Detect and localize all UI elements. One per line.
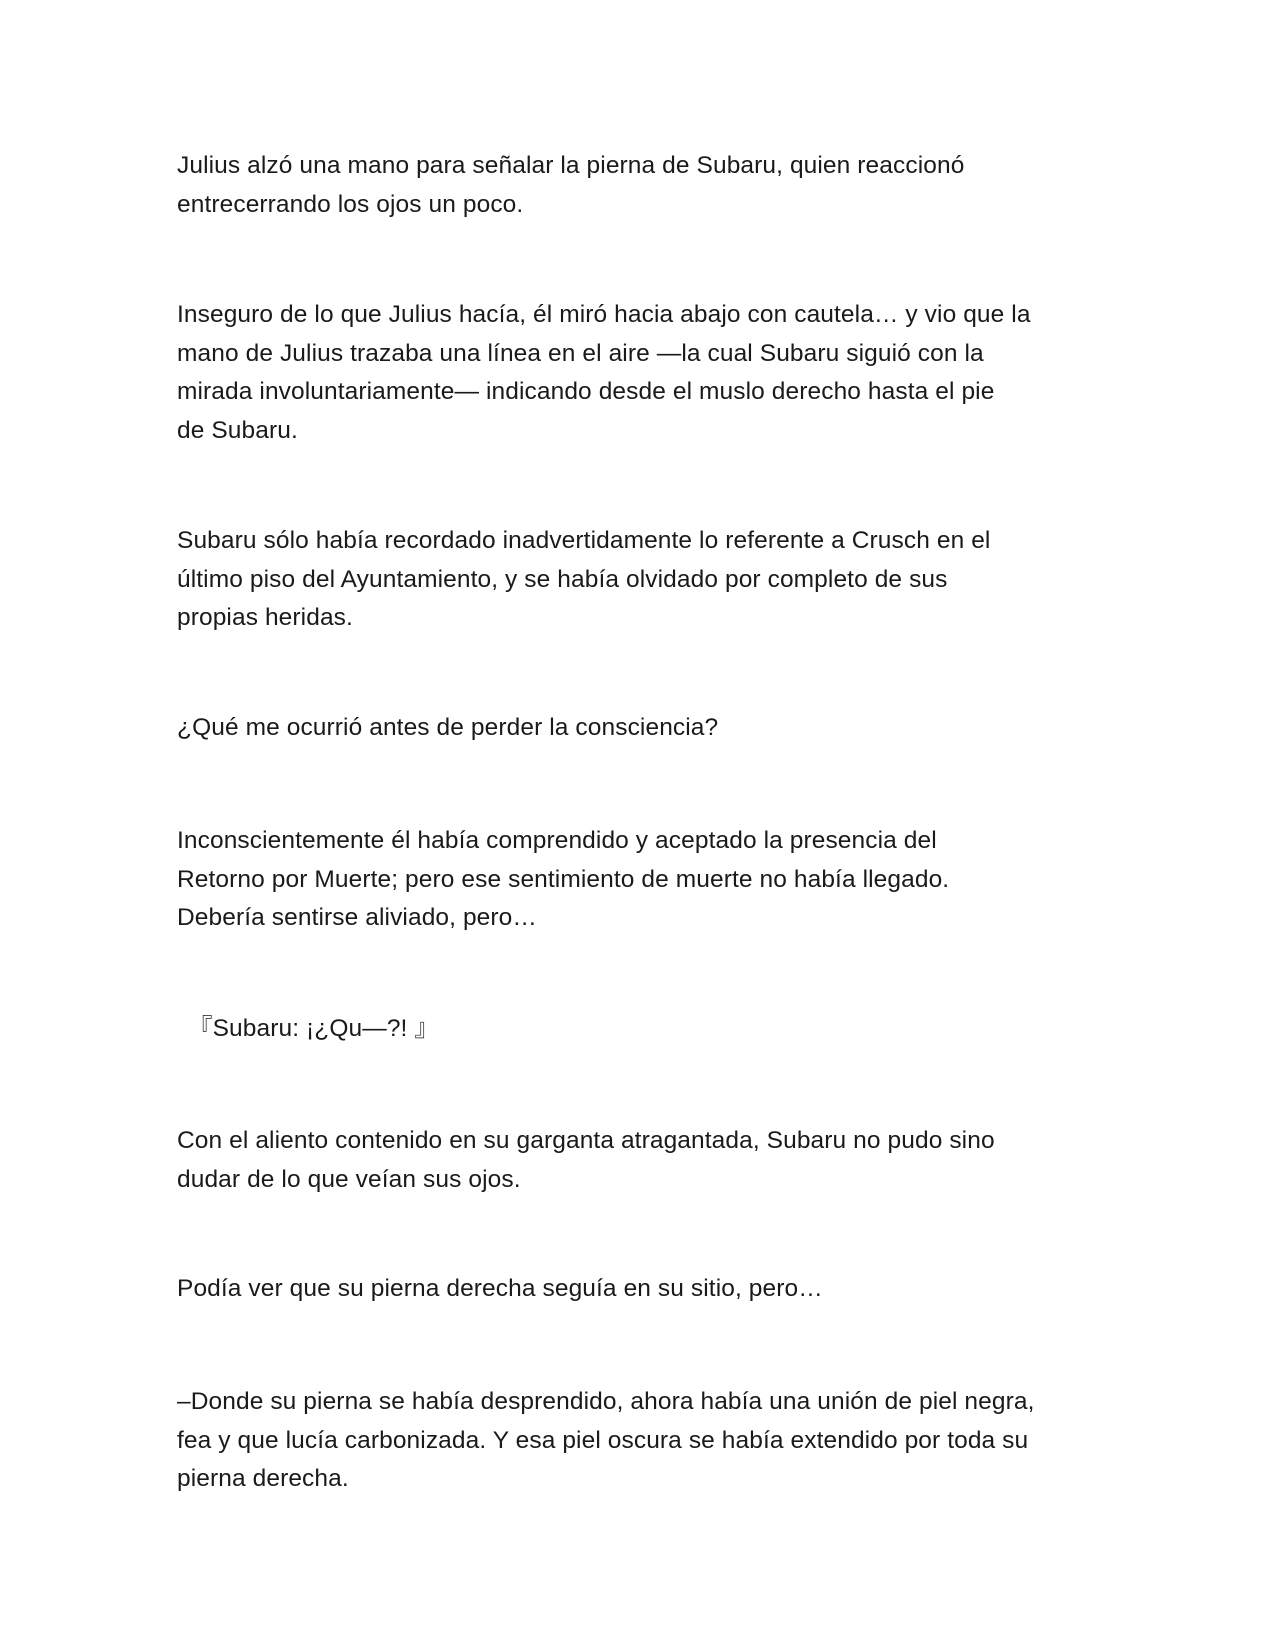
paragraph-line: mano de Julius trazaba una línea en el aire —la cual Subaru siguió con la	[177, 339, 984, 367]
paragraph-line: Con el aliento contenido en su garganta atragantada, Subaru no pudo sino	[177, 1127, 995, 1154]
paragraph-line: Inconscientemente él había comprendido y aceptado la presencia del	[177, 827, 937, 854]
paragraph-9	[177, 1383, 1112, 1499]
paragraph-line: dudar de lo que veían sus ojos.	[177, 1165, 521, 1193]
paragraph-5	[177, 822, 1112, 938]
paragraph-line: propias heridas.	[177, 604, 353, 631]
paragraph-line: último piso del Ayuntamiento, y se había olvidado por completo de sus	[177, 565, 948, 593]
paragraph-line: fea y que lucía carbonizada. Y esa piel oscura se había extendido por toda su	[177, 1426, 1029, 1454]
paragraph-line: Debería sentirse aliviado, pero…	[177, 904, 537, 931]
paragraph-line: ¿Qué me ocurrió antes de perder la consciencia?	[177, 714, 719, 741]
paragraph-8	[177, 1270, 1112, 1309]
paragraph-line: pierna derecha.	[177, 1465, 349, 1492]
paragraph-line: de Subaru.	[177, 416, 298, 444]
paragraph-line: entrecerrando los ojos un poco.	[177, 190, 524, 218]
paragraph-7	[177, 1122, 1112, 1199]
paragraph-line: 『Subaru: ¡¿Qu—?! 』	[188, 1015, 439, 1042]
paragraph-line: mirada involuntariamente— indicando desde el muslo derecho hasta el pie	[177, 378, 995, 405]
paragraph-line: Podía ver que su pierna derecha seguía en su sitio, pero…	[177, 1275, 823, 1302]
dialogue-line	[188, 1010, 1123, 1049]
paragraph-line: Retorno por Muerte; pero ese sentimiento de muerte no había llegado.	[177, 865, 950, 893]
paragraph-line: Inseguro de lo que Julius hacía, él miró hacia abajo con cautela… y vio que la	[177, 301, 1031, 328]
paragraph-2	[177, 296, 1112, 450]
paragraph-line: –Donde su pierna se había desprendido, ahora había una unión de piel negra,	[177, 1388, 1035, 1415]
paragraph-line: Subaru sólo había recordado inadvertidamente lo referente a Crusch en el	[177, 527, 991, 554]
paragraph-line: Julius alzó una mano para señalar la pierna de Subaru, quien reaccionó	[177, 152, 965, 179]
paragraph-4	[177, 709, 1112, 748]
paragraph-1	[177, 147, 1112, 224]
paragraph-3	[177, 522, 1112, 638]
